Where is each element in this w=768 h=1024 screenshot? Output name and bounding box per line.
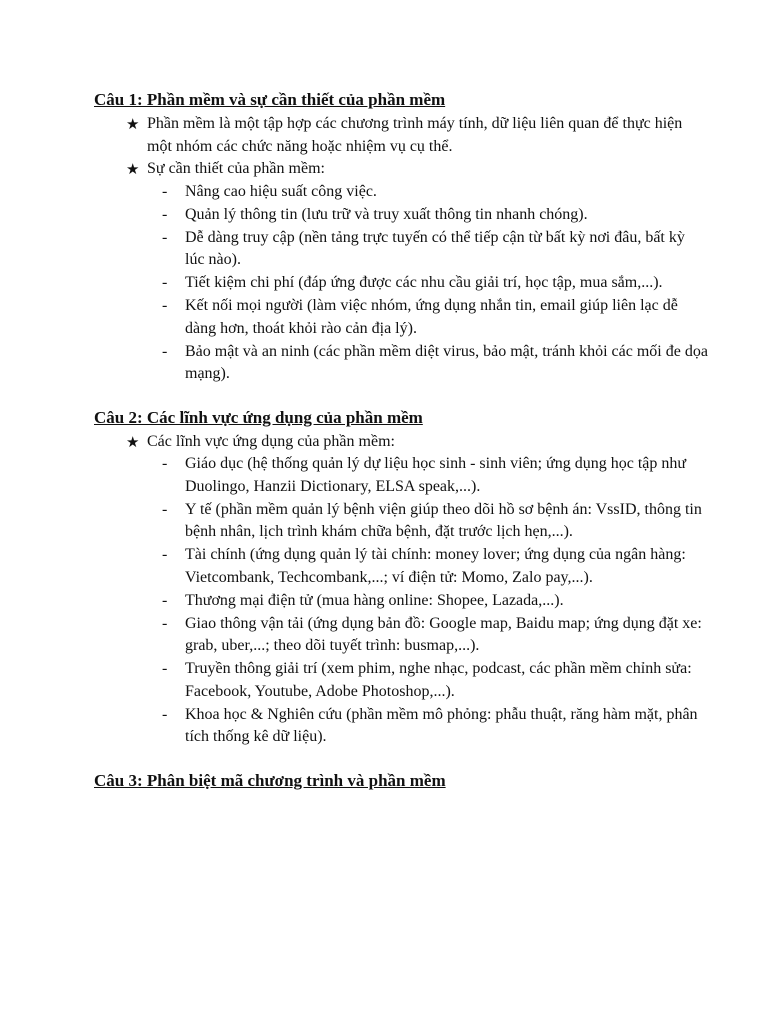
list-item-text: Nâng cao hiệu suất công việc. (185, 182, 377, 200)
list-item (94, 272, 708, 295)
dash-bullet-icon: - (162, 182, 168, 200)
list-item-text: Quản lý thông tin (lưu trữ và truy xuất thông tin nhanh chóng). (185, 205, 588, 223)
dash-bullet-icon: - (162, 591, 168, 609)
dash-bullet-icon: - (162, 455, 168, 472)
star-bullet-item (94, 113, 708, 158)
list-item (94, 499, 708, 544)
list-item (94, 227, 708, 272)
dash-bullet-icon: - (162, 205, 168, 223)
dash-list (94, 181, 708, 386)
star-bullet-item (94, 158, 708, 181)
section-heading: Câu 2: Các lĩnh vực ứng dụng của phần mềm (94, 407, 423, 427)
star-bullet-icon: ★ (126, 115, 140, 133)
list-item (94, 590, 708, 613)
star-bullet-item (94, 431, 708, 454)
section-heading: Câu 3: Phân biệt mã chương trình và phần mềm (94, 770, 446, 790)
list-item (94, 658, 708, 703)
dash-bullet-icon: - (162, 705, 168, 723)
list-item (94, 204, 708, 227)
section-1 (94, 88, 708, 386)
star-bullet-text: Các lĩnh vực ứng dụng của phần mềm: (147, 432, 395, 450)
list-item-text: Giao thông vận tải (ứng dụng bản đồ: Google map, Baidu map; ứng dụng đặt xe: grab, uber,...; theo dõi tuyết trình: busmap,...). (185, 614, 702, 654)
list-item-text: Y tế (phần mềm quản lý bệnh viện giúp theo dõi hồ sơ bệnh án: VssID, thông tin bệnh nhân, lịch trình khám chữa bệnh, đặt trước lịch hẹn,...). (185, 500, 702, 540)
list-item-text: Tiết kiệm chi phí (đáp ứng được các nhu cầu giải trí, học tập, mua sắm,...). (185, 274, 663, 291)
dash-bullet-icon: - (162, 342, 168, 360)
star-bullet-text: Sự cần thiết của phần mềm: (147, 160, 325, 177)
dash-bullet-icon: - (162, 297, 168, 314)
list-item (94, 181, 708, 204)
list-item (94, 341, 708, 386)
section-3 (94, 769, 708, 792)
list-item-text: Thương mại điện tử (mua hàng online: Shopee, Lazada,...). (185, 591, 564, 609)
list-item-text: Giáo dục (hệ thống quản lý dự liệu học sinh - sinh viên; ứng dụng học tập như Duolingo, Hanzii Dictionary, ELSA speak,...). (185, 455, 687, 495)
list-item (94, 613, 708, 658)
list-item-text: Truyền thông giải trí (xem phim, nghe nhạc, podcast, các phần mềm chỉnh sửa: Facebook, Youtube, Adobe Photoshop,...). (185, 660, 692, 700)
list-item-text: Khoa học & Nghiên cứu (phần mềm mô phỏng: phẫu thuật, răng hàm mặt, phân tích thống kê dữ liệu). (185, 705, 698, 745)
list-item (94, 544, 708, 589)
list-item-text: Bảo mật và an ninh (các phần mềm diệt virus, bảo mật, tránh khỏi các mối đe dọa mạng). (185, 342, 708, 382)
list-item (94, 453, 708, 498)
dash-list (94, 453, 708, 749)
list-item (94, 295, 708, 340)
list-item (94, 704, 708, 749)
list-item-text: Dễ dàng truy cập (nền tảng trực tuyến có thể tiếp cận từ bất kỳ nơi đâu, bất kỳ lúc nào). (185, 228, 685, 268)
star-bullet-icon: ★ (126, 432, 140, 451)
dash-bullet-icon: - (162, 274, 168, 291)
list-item-text: Tài chính (ứng dụng quản lý tài chính: money lover; ứng dụng của ngân hàng: Vietcombank, Techcombank,...; ví điện tử: Momo, Zalo pay,...). (185, 546, 686, 586)
dash-bullet-icon: - (162, 500, 168, 518)
list-item-text: Kết nối mọi người (làm việc nhóm, ứng dụng nhắn tin, email giúp liên lạc dễ dàng hơn, thoát khỏi rào cản địa lý). (185, 297, 678, 337)
star-bullet-text: Phần mềm là một tập hợp các chương trình máy tính, dữ liệu liên quan để thực hiện một nhóm các chức năng hoặc nhiệm vụ cụ thể. (147, 115, 683, 155)
dash-bullet-icon: - (162, 614, 168, 632)
dash-bullet-icon: - (162, 546, 168, 563)
section-2 (94, 406, 708, 749)
dash-bullet-icon: - (162, 660, 168, 677)
star-bullet-icon: ★ (126, 160, 140, 178)
section-heading: Câu 1: Phần mềm và sự cần thiết của phần mềm (94, 90, 446, 109)
dash-bullet-icon: - (162, 228, 168, 246)
